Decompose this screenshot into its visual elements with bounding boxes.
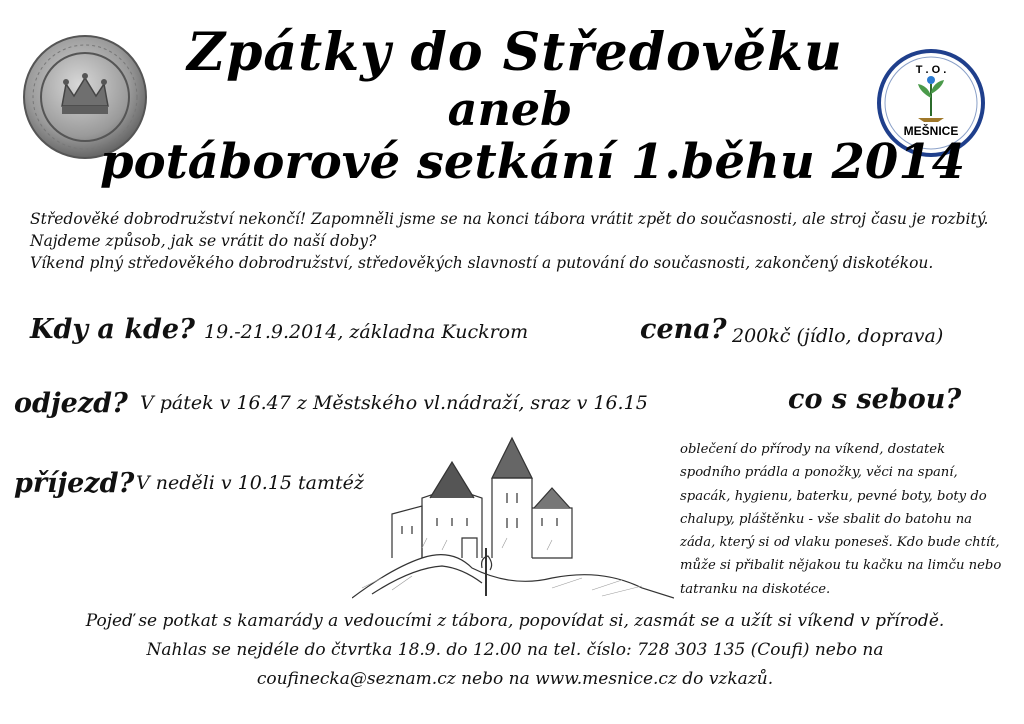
price-value: 200kč (jídlo, doprava) [732,325,944,347]
departure-label: odjezd? [14,388,128,419]
arrival-value: V neděli v 10.15 tamtéž [136,472,364,494]
castle-illustration [352,418,674,600]
page-title: Zpátky do Středověku [187,22,843,83]
departure-value: V pátek v 16.47 z Městského vl.nádraží, sraz v 16.15 [140,392,648,414]
footer-contact: coufinecka@seznam.cz nebo na www.mesnice.cz do vzkazů. [256,669,774,689]
logo-top-text: T . O . [915,64,947,76]
intro-text [30,208,1000,274]
footer-signup: Nahlas se nejdéle do čtvrtka 18.9. do 12.00 na tel. číslo: 728 303 135 (Coufi) nebo na [146,640,884,660]
intro-paragraph-1: Středověké dobrodružství nekončí! Zapomněli jsme se na konci tábora vrátit zpět do současnosti, ale stroj času je rozbitý. Najdeme způsob, jak se vrátit do naší doby? [30,210,989,250]
when-label: Kdy a kde? [30,314,195,345]
when-value: 19.-21.9.2014, základna Kuckrom [204,321,529,343]
bring-label: co s sebou? [788,384,962,415]
logo-bottom-text: MEŠNICE [903,124,959,138]
bring-list-text: oblečení do přírody na víkend, dostatek spodního prádla a ponožky, věci na spaní, spacák, hygienu, baterku, pevné boty, boty do chalupy, pláštěnku - vše sbalit do batohu na záda, který si od vlaku poneseš. Kdo bude chtít, může si přibalit nějakou tu kačku na limču nebo tatranku na diskotéce. [680,442,1002,597]
footer [30,607,1000,694]
page-subtitle: potáborové setkání 1.běhu 2014 [100,134,966,190]
intro-paragraph-2: Víkend plný středověkého dobrodružství, středověkých slavností a putování do současnosti, zakončený diskotékou. [30,254,934,272]
arrival-label: příjezd? [14,468,135,499]
price-label: cena? [640,314,727,345]
title-connector: aneb [447,82,573,136]
footer-invite: Pojeď se potkat s kamarády a vedoucími z tábora, popovídat si, zasmát se a užít si víkend v přírodě. [85,611,945,631]
